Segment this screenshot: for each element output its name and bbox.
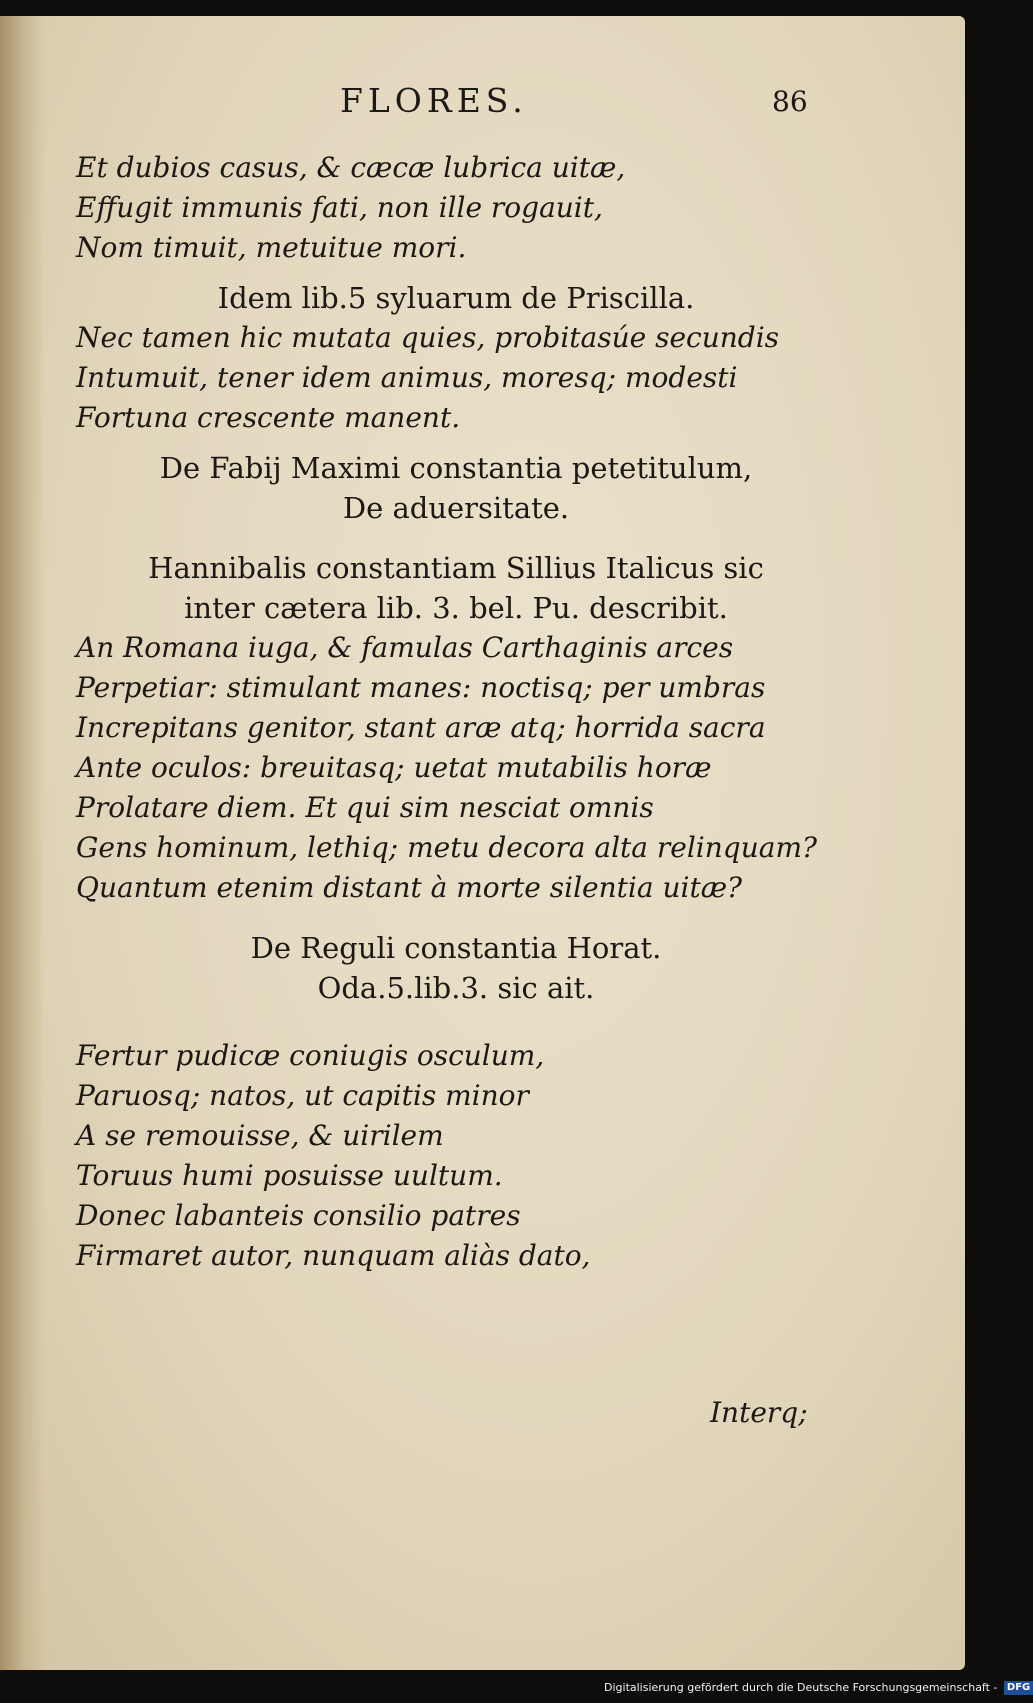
verse-line: Paruosq; natos, ut capitis minor (76, 1079, 529, 1112)
section-heading: Hannibalis constantiam Sillius Italicus sic (148, 551, 764, 585)
page-gutter-shadow (0, 16, 45, 1670)
running-head: FLORES. (340, 81, 528, 120)
catchword: Interq; (710, 1396, 808, 1429)
verse-line: Quantum etenim distant à morte silentia uitæ? (76, 871, 743, 904)
verse-line: Et dubios casus, & cæcæ lubrica uitæ, (76, 151, 626, 184)
verse-line: Effugit immunis fati, non ille rogauit, (76, 191, 603, 224)
dfg-logo: DFG (1004, 1681, 1033, 1695)
cross-reference-line: De aduersitate. (342, 491, 570, 525)
verse-line: Nec tamen hic mutata quies, probitasúe secundis (76, 321, 780, 354)
verse-line: Gens hominum, lethiq; metu decora alta relinquam? (76, 831, 818, 864)
verse-line: Donec labanteis consilio patres (76, 1199, 521, 1232)
page-header (0, 81, 965, 131)
verse-line: Firmaret autor, nunquam aliàs dato, (76, 1239, 591, 1272)
book-page (0, 16, 965, 1670)
verse-line: Perpetiar: stimulant manes: noctisq; per umbras (76, 671, 766, 704)
verse-line: Toruus humi posuisse uultum. (76, 1159, 503, 1192)
verse-line: Intumuit, tener idem animus, moresq; modesti (76, 361, 738, 394)
cross-reference-line: De Fabij Maximi constantia petetitulum, (159, 451, 753, 485)
verse-line: A se remouisse, & uirilem (76, 1119, 444, 1152)
section-heading: inter cætera lib. 3. bel. Pu. describit. (184, 591, 728, 625)
verse-line: Prolatare diem. Et qui sim nesciat omnis (76, 791, 654, 824)
verse-line: Increpitans genitor, stant aræ atq; horrida sacra (76, 711, 766, 744)
section-heading: Oda.5.lib.3. sic ait. (317, 971, 595, 1005)
section-heading: De Reguli constantia Horat. (250, 931, 662, 965)
digitization-credit (604, 1681, 1033, 1695)
credit-text: Digitalisierung gefördert durch die Deutsche Forschungsgemeinschaft - (604, 1681, 998, 1694)
verse-line: Nom timuit, metuitue mori. (76, 231, 467, 264)
section-heading: Idem lib.5 syluarum de Priscilla. (217, 281, 695, 315)
verse-line: Fertur pudicæ coniugis osculum, (76, 1039, 545, 1072)
verse-line: An Romana iuga, & famulas Carthaginis arces (76, 631, 734, 664)
verse-line: Fortuna crescente manent. (76, 401, 461, 434)
page-number: 86 (772, 85, 808, 118)
verse-line: Ante oculos: breuitasq; uetat mutabilis horæ (76, 751, 712, 784)
text-block (76, 148, 836, 1276)
